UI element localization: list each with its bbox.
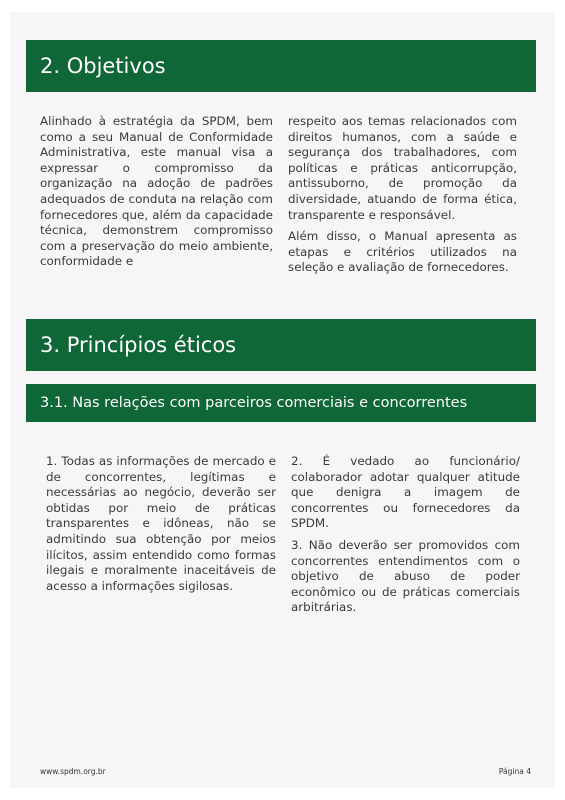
footer-website: www.spdm.org.br: [40, 767, 106, 776]
principle-item-2: 2. É vedado ao funcionário/ colaborador adotar qualquer atitude que denigra a imagem de concorrentes ou fornecedores da SPDM.: [291, 454, 520, 531]
section-2-title: 2. Objetivos: [40, 54, 166, 78]
section-3-1-heading: [26, 384, 536, 422]
section-2-heading: [26, 40, 536, 92]
section-3-heading: [26, 319, 536, 371]
section-3-left-column: [46, 454, 276, 600]
section-3-1-title: 3.1. Nas relações com parceiros comerciais e concorrentes: [40, 395, 468, 411]
section-3-right-column: [291, 454, 520, 622]
principle-item-1: 1. Todas as informações de mercado e de concorrentes, legítimas e necessárias ao negócio, deverão ser obtidas por meio de práticas transparentes e idôneas, não se admitindo sua obtenção por meios ilícitos, assim entendido como formas ilegais e moralmente inaceitáveis de acesso a informações sigilosas.: [46, 454, 276, 593]
section-3-title: 3. Princípios éticos: [40, 333, 237, 357]
principle-item-3: 3. Não deverão ser promovidos com concorrentes entendimentos com o objetivo de abuso de poder econômico ou de práticas comerciais arbitrárias.: [291, 537, 520, 615]
footer-page-number: Página 4: [498, 767, 531, 776]
objetivos-paragraph-1: Alinhado à estratégia da SPDM, bem como a seu Manual de Conformidade Administrativa, este manual visa a expressar o compromisso da organização na adoção de padrões adequados de conduta na relação com fornecedores que, além da capacidade técnica, demonstrem compromisso com a preservação do meio ambiente, conformidade e: [40, 114, 273, 269]
section-2-right-column: [288, 114, 517, 282]
section-2-left-column: [40, 114, 273, 276]
objetivos-paragraph-2: respeito aos temas relacionados com direitos humanos, com a saúde e segurança dos trabalhadores, com políticas e práticas anticorrupção, antissuborno, de promoção da diversidade, atuando de forma ética, transparente e responsável.: [288, 114, 517, 222]
objetivos-paragraph-3: Além disso, o Manual apresenta as etapas e critérios utilizados na seleção e avaliação de fornecedores.: [288, 229, 517, 275]
